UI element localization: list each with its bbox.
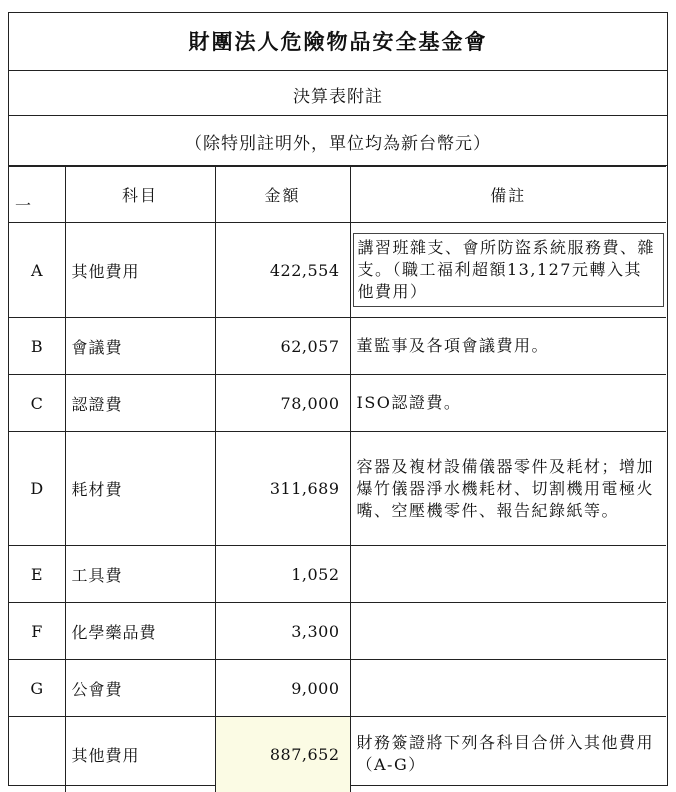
total-amount: 887,652 — [215, 717, 350, 792]
table-row — [9, 603, 666, 660]
row-amount: 1,052 — [215, 546, 350, 603]
row-subject: 認證費 — [65, 375, 215, 432]
total-code — [9, 717, 65, 792]
row-subject: 工具費 — [65, 546, 215, 603]
row-subject: 會議費 — [65, 318, 215, 375]
row-remark: 容器及複材設備儀器零件及耗材；增加爆竹儀器淨水機耗材、切割機用電極火嘴、空壓機零件、報告紀錄紙等。 — [350, 432, 666, 546]
row-code: B — [9, 318, 65, 375]
header-code-cell — [9, 167, 65, 223]
table-row — [9, 375, 666, 432]
row-remark — [350, 660, 666, 717]
row-code: C — [9, 375, 65, 432]
header-amount: 金額 — [215, 167, 350, 223]
total-remark: 財務簽證將下列各科目合併入其他費用（A-G） — [350, 717, 666, 792]
total-row — [9, 717, 666, 792]
title-row — [9, 13, 667, 71]
row-remark — [350, 546, 666, 603]
row-remark: 講習班雜支、會所防盜系統服務費、雜支。（職工福利超額13,127元轉入其他費用） — [353, 233, 665, 307]
row-code: F — [9, 603, 65, 660]
total-subject: 其他費用 — [65, 717, 215, 792]
header-code: 一 — [15, 196, 32, 215]
row-remark: ISO認證費。 — [350, 375, 666, 432]
row-code: G — [9, 660, 65, 717]
row-remark-cell — [350, 223, 666, 318]
row-amount: 62,057 — [215, 318, 350, 375]
header-remark: 備註 — [350, 167, 666, 223]
document-page — [8, 12, 668, 786]
table-row — [9, 223, 666, 318]
row-code: A — [9, 223, 65, 318]
row-remark — [350, 603, 666, 660]
row-subject: 公會費 — [65, 660, 215, 717]
row-amount: 311,689 — [215, 432, 350, 546]
table-header-row — [9, 167, 666, 223]
document-subtitle: 決算表附註 — [293, 87, 383, 107]
row-subject: 化學藥品費 — [65, 603, 215, 660]
expense-table — [9, 166, 666, 792]
row-remark: 董監事及各項會議費用。 — [350, 318, 666, 375]
row-amount: 78,000 — [215, 375, 350, 432]
table-row — [9, 660, 666, 717]
row-code: D — [9, 432, 65, 546]
table-row — [9, 546, 666, 603]
row-subject: 耗材費 — [65, 432, 215, 546]
row-subject: 其他費用 — [65, 223, 215, 318]
row-amount: 422,554 — [215, 223, 350, 318]
header-subject: 科目 — [65, 167, 215, 223]
table-row — [9, 432, 666, 546]
row-amount: 3,300 — [215, 603, 350, 660]
row-amount: 9,000 — [215, 660, 350, 717]
subtitle-row — [9, 71, 667, 116]
unit-row — [9, 116, 667, 166]
row-code: E — [9, 546, 65, 603]
document-title: 財團法人危險物品安全基金會 — [188, 29, 488, 54]
table-row — [9, 318, 666, 375]
unit-note: （除特別註明外，單位均為新台幣元） — [185, 134, 491, 154]
